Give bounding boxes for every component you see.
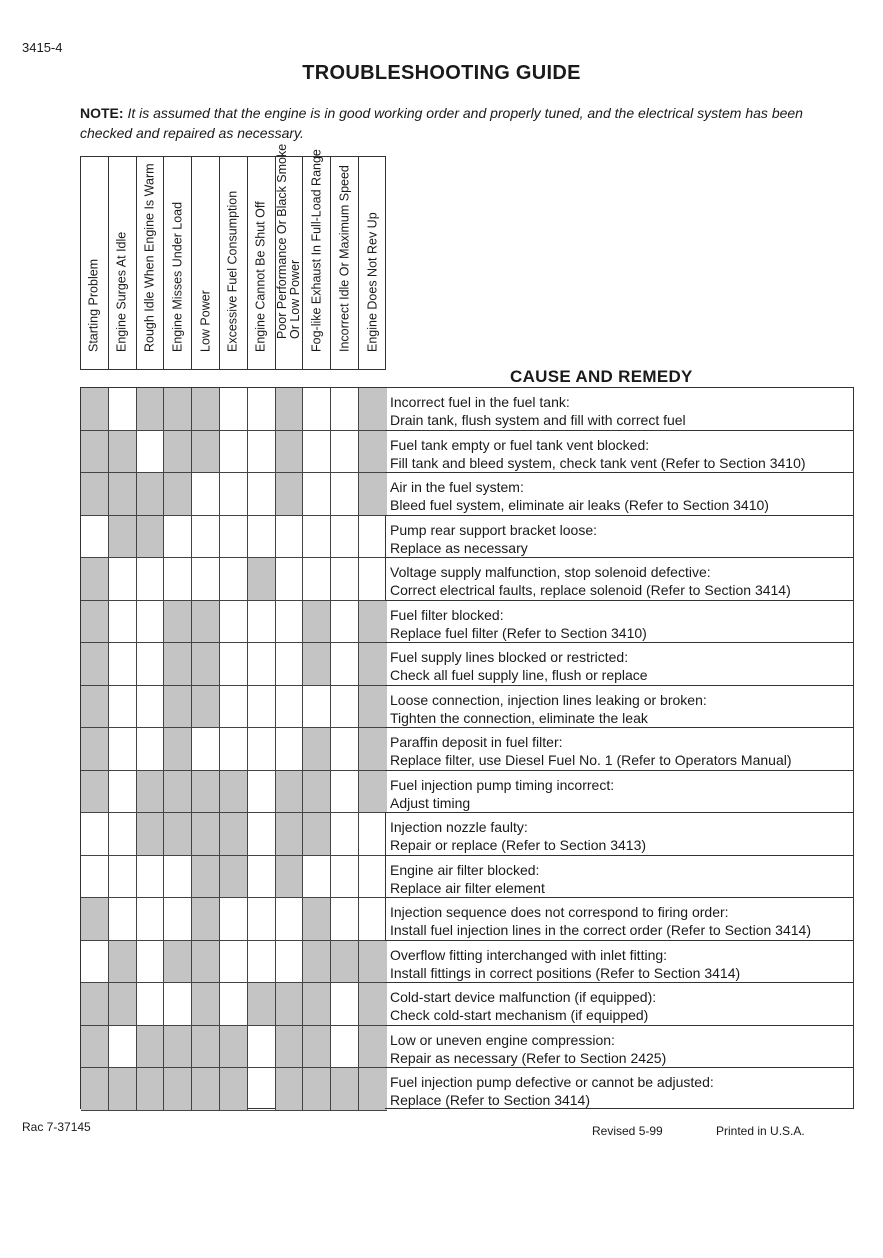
cause-text: Air in the fuel system: [390,479,524,495]
matrix-cell-marked [220,856,248,899]
matrix-cell-marked [303,898,331,941]
cause-remedy-row [385,388,853,431]
symptom-label: Starting Problem [86,258,101,352]
matrix-cell-marked [220,771,248,814]
cause-text: Fuel injection pump defective or cannot be adjusted: [390,1074,714,1090]
remedy-text: Replace air filter element [390,879,545,896]
symptom-label: Poor Performance Or Black Smoke [274,143,289,339]
cause-text: Overflow fitting interchanged with inlet fitting: [390,946,668,963]
matrix-cell-empty [276,898,304,941]
remedy-text: Check all fuel supply line, flush or replace [390,667,648,683]
cause-text: Engine air filter blocked: [390,861,540,878]
matrix-cell-marked [276,983,304,1026]
matrix-cell-marked [109,473,137,516]
matrix-cell-empty [303,558,331,601]
matrix-cell-marked [192,983,220,1026]
matrix-cell-marked [359,601,387,644]
matrix-cell-marked [81,388,109,431]
cause-remedy-row [385,856,853,899]
matrix-cell-empty [331,813,359,856]
matrix-cell-marked [303,1068,331,1111]
matrix-cell-marked [81,431,109,474]
cause-remedy-row [385,728,853,771]
matrix-cell-marked [359,728,387,771]
cause-remedy-list [385,387,854,1109]
matrix-cell-empty [359,813,387,856]
matrix-cell-empty [81,813,109,856]
cause-text: Incorrect fuel in the fuel tank: [390,394,570,410]
cause-text: Injection sequence does not correspond to firing order: [390,904,729,920]
matrix-cell-marked [303,771,331,814]
matrix-cell-empty [137,728,165,771]
symptom-header-grid [80,143,386,370]
matrix-cell-marked [276,813,304,856]
matrix-cell-marked [303,941,331,984]
matrix-cell-marked [192,643,220,686]
matrix-cell-marked [359,686,387,729]
remedy-text: Adjust timing [390,794,471,811]
matrix-cell-empty [331,771,359,814]
matrix-cell-empty [276,643,304,686]
matrix-cell-empty [331,431,359,474]
remedy-text: Repair or replace (Refer to Section 3413) [390,837,647,853]
matrix-cell-empty [192,516,220,559]
matrix-cell-empty [248,1026,276,1069]
matrix-cell-empty [220,728,248,771]
note-label: NOTE: [80,105,124,121]
matrix-cell-empty [109,898,137,941]
cause-remedy-row [385,1068,853,1111]
remedy-text: Repair as necessary (Refer to Section 2425) [390,1049,667,1066]
symptom-column-header [274,143,304,369]
matrix-cell-empty [303,856,331,899]
matrix-cell-empty [303,473,331,516]
matrix-cell-marked [359,643,387,686]
matrix-cell-empty [137,898,165,941]
matrix-cell-marked [248,558,276,601]
matrix-cell-marked [109,431,137,474]
matrix-cell-marked [303,643,331,686]
matrix-cell-marked [303,728,331,771]
matrix-cell-empty [276,601,304,644]
matrix-cell-empty [109,686,137,729]
matrix-cell-empty [109,771,137,814]
symptom-column-header [303,149,331,369]
matrix-cell-empty [359,856,387,899]
matrix-cell-marked [164,388,192,431]
matrix-cell-marked [303,813,331,856]
matrix-cell-empty [220,558,248,601]
matrix-cell-empty [109,856,137,899]
symptom-label: Incorrect Idle Or Maximum Speed [337,165,352,352]
matrix-cell-marked [81,601,109,644]
matrix-cell-empty [220,686,248,729]
matrix-cell-empty [109,1026,137,1069]
cause-text: Cold-start device malfunction (if equipped): [390,989,657,1005]
matrix-cell-empty [192,728,220,771]
matrix-cell-marked [276,1068,304,1111]
matrix-cell-empty [331,686,359,729]
matrix-cell-empty [192,473,220,516]
matrix-cell-empty [109,643,137,686]
matrix-cell-empty [331,728,359,771]
footer-revised: Revised 5-99 [592,1124,663,1138]
remedy-text: Tighten the connection, eliminate the leak [390,709,648,726]
matrix-cell-empty [248,601,276,644]
note-line-1: It is assumed that the engine is in good working order and properly tuned, and the electrical system has been [127,105,803,121]
matrix-cell-marked [276,1026,304,1069]
cause-text: Fuel injection pump timing incorrect: [390,776,615,793]
matrix-cell-empty [137,686,165,729]
matrix-cell-empty [220,898,248,941]
matrix-cell-marked [192,686,220,729]
matrix-cell-empty [164,558,192,601]
matrix-cell-marked [137,388,165,431]
matrix-cell-marked [192,1068,220,1111]
matrix-cell-empty [303,431,331,474]
matrix-cell-marked [276,388,304,431]
matrix-cell-marked [192,388,220,431]
cause-text: Fuel supply lines blocked or restricted: [390,649,629,665]
matrix-cell-marked [248,983,276,1026]
matrix-cell-empty [248,941,276,984]
matrix-cell-empty [331,898,359,941]
cause-text: Fuel filter blocked: [390,606,504,623]
matrix-cell-empty [248,898,276,941]
matrix-cell-marked [137,771,165,814]
matrix-cell-marked [81,771,109,814]
matrix-cell-empty [331,516,359,559]
matrix-cell-empty [109,813,137,856]
cause-remedy-row [385,643,853,686]
matrix-cell-empty [248,388,276,431]
document-number: 3415-4 [22,40,63,55]
matrix-cell-empty [220,388,248,431]
remedy-text: Replace fuel filter (Refer to Section 3410) [390,624,647,641]
matrix-cell-empty [164,516,192,559]
matrix-cell-marked [81,643,109,686]
cause-text: Pump rear support bracket loose: [390,521,597,538]
matrix-cell-marked [81,983,109,1026]
remedy-text: Install fuel injection lines in the correct order (Refer to Section 3414) [390,922,811,938]
symptom-column-header [81,157,109,369]
matrix-cell-marked [109,516,137,559]
matrix-cell-empty [109,558,137,601]
matrix-cell-empty [137,558,165,601]
matrix-cell-empty [220,516,248,559]
matrix-cell-empty [137,431,165,474]
matrix-cell-empty [331,601,359,644]
matrix-cell-marked [164,728,192,771]
symptom-label: Excessive Fuel Consumption [225,190,240,352]
matrix-cell-marked [81,558,109,601]
cause-remedy-row [385,686,853,729]
matrix-cell-marked [303,983,331,1026]
matrix-cell-marked [192,771,220,814]
matrix-cell-marked [164,1068,192,1111]
matrix-cell-marked [359,1026,387,1069]
matrix-cell-marked [81,728,109,771]
matrix-cell-empty [220,941,248,984]
symptom-label: Low Power [198,290,213,352]
matrix-cell-marked [359,431,387,474]
matrix-cell-empty [164,856,192,899]
cause-remedy-row [385,431,853,474]
remedy-text: Install fittings in correct positions (Refer to Section 3414) [390,964,741,981]
matrix-cell-marked [276,856,304,899]
matrix-cell-empty [81,941,109,984]
cause-remedy-row [385,813,853,856]
matrix-cell-empty [331,983,359,1026]
matrix-cell-marked [192,1026,220,1069]
matrix-cell-empty [359,516,387,559]
matrix-cell-marked [81,1026,109,1069]
matrix-cell-empty [248,856,276,899]
symptom-label: Engine Misses Under Load [170,201,185,352]
matrix-cell-marked [359,771,387,814]
cause-remedy-row [385,558,853,601]
cause-text: Voltage supply malfunction, stop solenoid defective: [390,564,711,580]
matrix-cell-marked [192,856,220,899]
matrix-cell-marked [164,686,192,729]
matrix-cell-empty [331,558,359,601]
remedy-text: Replace as necessary [390,539,528,556]
matrix-cell-marked [331,941,359,984]
note [80,103,855,143]
matrix-cell-empty [137,601,165,644]
footer-printed: Printed in U.S.A. [716,1124,805,1138]
cause-and-remedy-title: CAUSE AND REMEDY [510,367,693,386]
remedy-text: Correct electrical faults, replace solenoid (Refer to Section 3414) [390,582,791,598]
matrix-cell-marked [137,1026,165,1069]
matrix-cell-empty [137,983,165,1026]
cause-remedy-row [385,1026,853,1069]
matrix-cell-empty [164,983,192,1026]
matrix-cell-empty [276,558,304,601]
matrix-cell-marked [220,1026,248,1069]
matrix-cell-marked [137,813,165,856]
matrix-cell-marked [220,1068,248,1111]
matrix-cell-empty [276,686,304,729]
matrix-cell-empty [81,516,109,559]
cause-remedy-row [385,473,853,516]
symptom-label: Engine Does Not Rev Up [365,212,380,352]
cause-remedy-row [385,983,853,1026]
matrix-cell-empty [276,941,304,984]
matrix-cell-empty [303,388,331,431]
matrix-cell-marked [81,1068,109,1111]
matrix-cell-marked [137,516,165,559]
matrix-cell-marked [220,813,248,856]
matrix-cell-empty [137,941,165,984]
matrix-cell-marked [359,983,387,1026]
matrix-cell-marked [276,771,304,814]
matrix-cell-empty [137,643,165,686]
matrix-cell-empty [303,516,331,559]
symptom-column-header [109,157,137,369]
matrix-cell-marked [303,1026,331,1069]
matrix-cell-empty [331,388,359,431]
matrix-cell-empty [164,898,192,941]
matrix-cell-marked [164,813,192,856]
matrix-cell-empty [109,388,137,431]
remedy-text: Fill tank and bleed system, check tank vent (Refer to Section 3410) [390,454,806,471]
cause-text: Paraffin deposit in fuel filter: [390,734,563,750]
symptom-label: Or Low Power [287,259,302,339]
symptom-label: Engine Cannot Be Shut Off [253,201,268,352]
symptom-column-header [164,157,192,369]
matrix-cell-marked [331,1068,359,1111]
matrix-cell-marked [164,771,192,814]
cause-remedy-row [385,898,853,941]
symptom-column-header [137,157,165,369]
symptom-column-header [220,157,248,369]
matrix-cell-empty [248,771,276,814]
matrix-cell-empty [248,643,276,686]
matrix-cell-empty [248,728,276,771]
symptom-column-header [192,157,220,369]
matrix-cell-empty [220,643,248,686]
remedy-text: Drain tank, flush system and fill with correct fuel [390,412,686,428]
matrix-cell-marked [192,813,220,856]
matrix-cell-marked [137,473,165,516]
matrix-cell-empty [137,856,165,899]
matrix-cell-empty [220,983,248,1026]
matrix-cell-marked [192,941,220,984]
matrix-cell-marked [192,431,220,474]
matrix-cell-marked [164,1026,192,1069]
matrix-cell-empty [220,601,248,644]
matrix-cell-empty [109,601,137,644]
matrix-cell-marked [192,601,220,644]
matrix-cell-empty [331,643,359,686]
matrix-cell-marked [276,431,304,474]
matrix-cell-empty [81,856,109,899]
symptom-column-header [359,157,387,369]
remedy-text: Replace (Refer to Section 3414) [390,1092,590,1108]
matrix-cell-empty [192,558,220,601]
matrix-cell-empty [248,473,276,516]
page-title: TROUBLESHOOTING GUIDE [302,62,581,84]
cause-text: Fuel tank empty or fuel tank vent blocked: [390,436,650,453]
matrix-cell-marked [359,1068,387,1111]
matrix-cell-marked [164,941,192,984]
matrix-cell-marked [81,686,109,729]
remedy-text: Check cold-start mechanism (if equipped) [390,1007,649,1023]
cause-remedy-row [385,941,853,984]
matrix-cell-marked [81,473,109,516]
matrix-cell-empty [248,431,276,474]
matrix-cell-marked [164,473,192,516]
matrix-cell-empty [109,728,137,771]
matrix-cell-marked [303,601,331,644]
matrix-cell-empty [331,1026,359,1069]
matrix-cell-empty [276,516,304,559]
matrix-cell-marked [164,601,192,644]
matrix-cell-marked [164,643,192,686]
matrix-cell-empty [359,558,387,601]
matrix-cell-empty [248,516,276,559]
symptom-matrix [80,387,386,1109]
remedy-text: Replace filter, use Diesel Fuel No. 1 (Refer to Operators Manual) [390,752,792,768]
symptom-label: Fog-like Exhaust In Full-Load Range [309,149,324,352]
matrix-cell-empty [220,431,248,474]
cause-remedy-row [385,601,853,644]
matrix-cell-marked [359,388,387,431]
matrix-cell-empty [220,473,248,516]
symptom-column-header [331,157,359,369]
matrix-cell-marked [359,473,387,516]
matrix-cell-empty [248,686,276,729]
cause-remedy-row [385,771,853,814]
cause-remedy-row [385,516,853,559]
matrix-cell-marked [137,1068,165,1111]
footer-code: Rac 7-37145 [22,1120,91,1134]
cause-text: Loose connection, injection lines leaking or broken: [390,691,707,708]
symptom-column-header [248,157,276,369]
note-line-2: checked and repaired as necessary. [80,125,304,141]
matrix-cell-empty [248,813,276,856]
matrix-cell-marked [276,473,304,516]
matrix-cell-empty [276,728,304,771]
matrix-cell-marked [192,898,220,941]
matrix-cell-marked [109,983,137,1026]
matrix-cell-marked [164,431,192,474]
matrix-cell-empty [248,1068,276,1111]
matrix-cell-empty [331,473,359,516]
matrix-cell-marked [109,941,137,984]
symptom-label: Rough Idle When Engine Is Warm [142,163,157,352]
matrix-cell-empty [359,898,387,941]
remedy-text: Bleed fuel system, eliminate air leaks (Refer to Section 3410) [390,497,769,513]
matrix-cell-marked [359,941,387,984]
cause-text: Injection nozzle faulty: [390,819,528,835]
cause-text: Low or uneven engine compression: [390,1031,615,1048]
matrix-cell-empty [331,856,359,899]
symptom-label: Engine Surges At Idle [114,231,129,352]
matrix-cell-empty [303,686,331,729]
matrix-cell-marked [81,898,109,941]
matrix-cell-marked [109,1068,137,1111]
